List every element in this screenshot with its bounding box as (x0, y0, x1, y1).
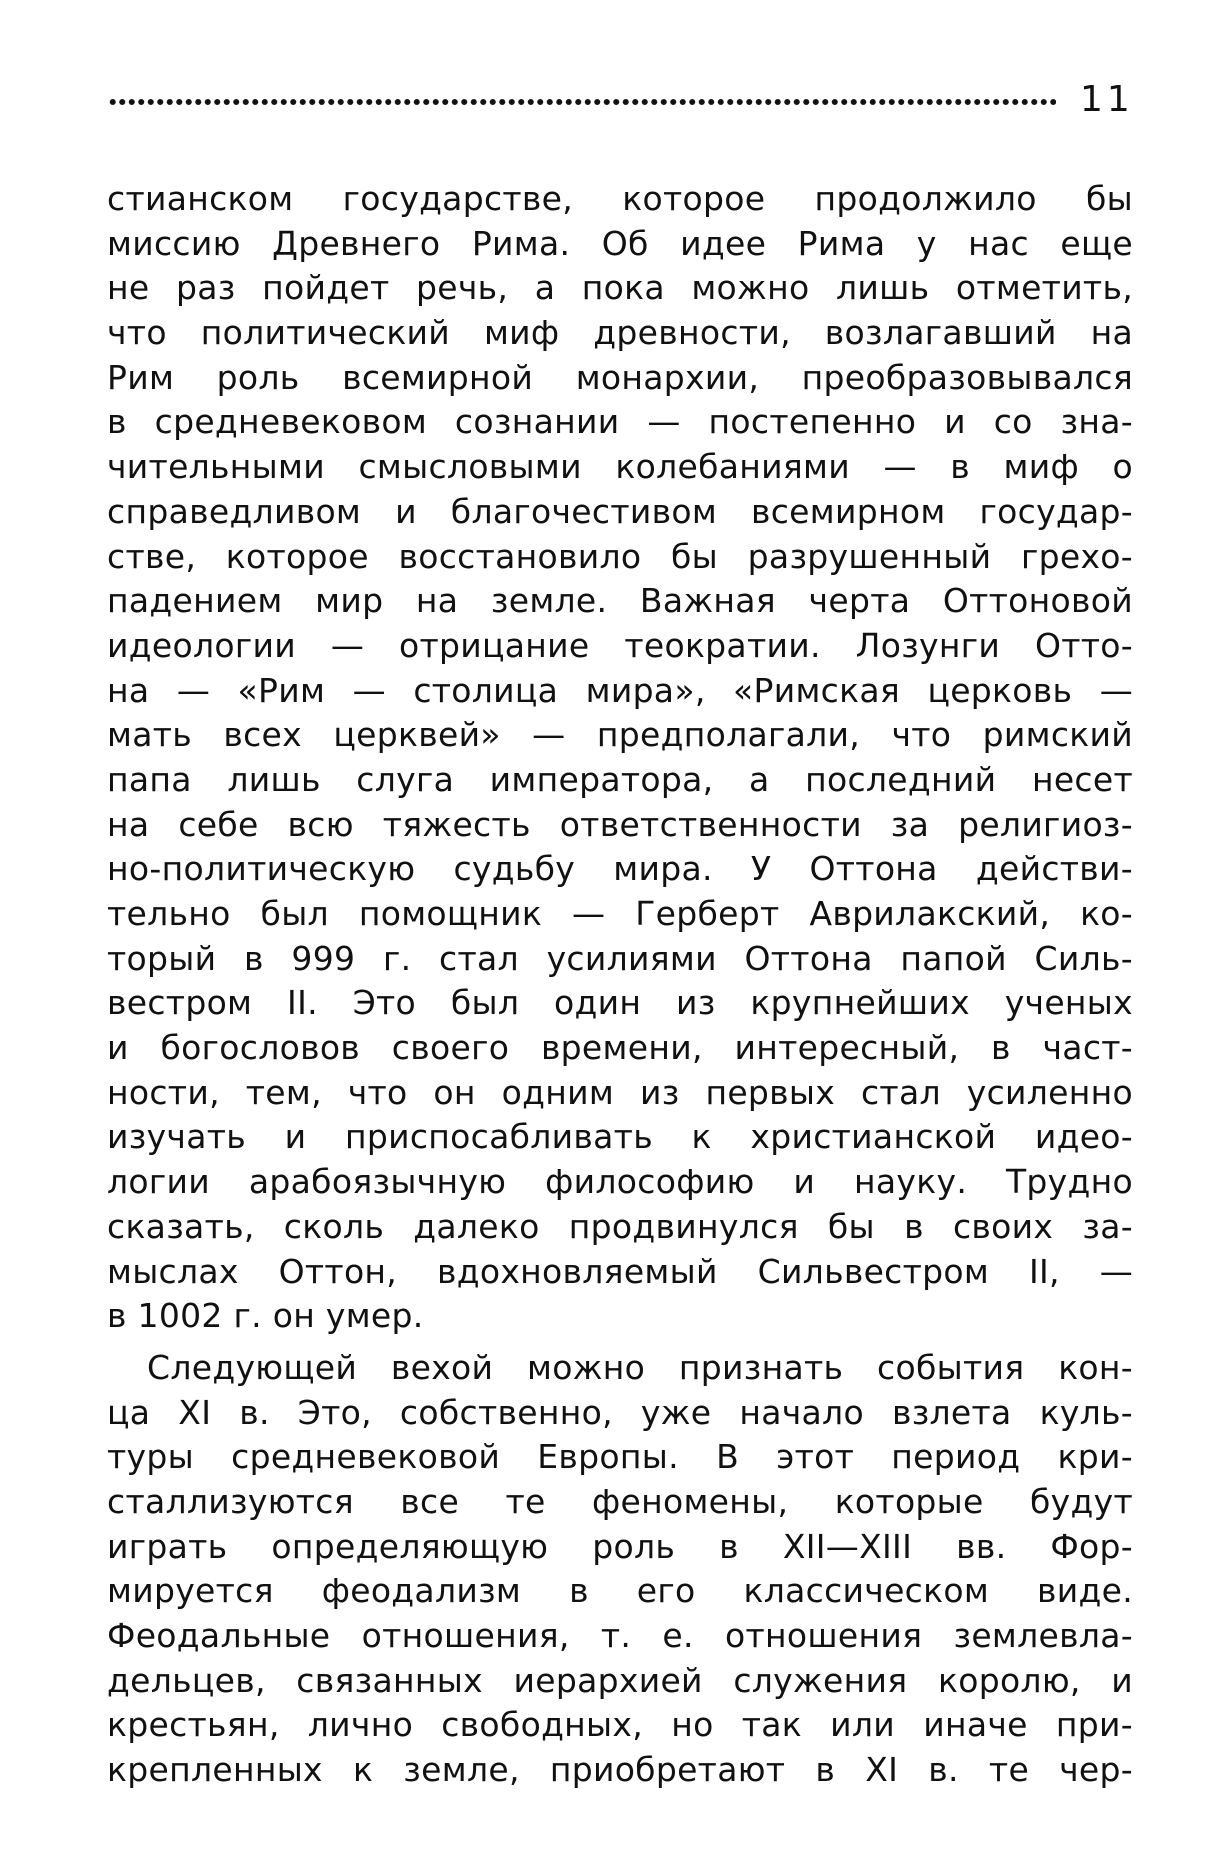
paragraph-2 (107, 1346, 1133, 1793)
text-line: стве, которое восстановило бы разрушенный грехо- (107, 536, 1133, 576)
text-line: что политический миф древности, возлагавший на (107, 313, 1133, 353)
text-line: на — «Рим — столица мира», «Римская церковь — (107, 670, 1133, 710)
text-line: в 1002 г. он умер. (107, 1296, 424, 1336)
paragraph-1 (107, 177, 1133, 1339)
text-line: играть определяющую роль в XII—XIII вв. Фор- (107, 1526, 1133, 1566)
text-line: тельно был помощник — Герберт Аврилакский, ко- (107, 894, 1133, 933)
text-line: чительными смысловыми колебаниями — в миф о (107, 447, 1133, 487)
text-line: вестром II. Это был один из крупнейших ученых (107, 983, 1133, 1023)
text-line: на себе всю тяжесть ответственности за религиоз- (107, 804, 1133, 844)
paragraph-spacing (107, 1339, 1133, 1346)
text-line: Рим роль всемирной монархии, преобразовывался (107, 357, 1133, 397)
text-line: ности, тем, что он одним из первых стал усиленно (107, 1072, 1133, 1112)
text-line: Следующей вехой можно признать события кон- (147, 1347, 1133, 1387)
text-line: в средневековом сознании — постепенно и со зна- (107, 402, 1133, 442)
text-line: Феодальные отношения, т. е. отношения землевла- (107, 1616, 1133, 1655)
text-line: крестьян, лично свободных, но так или иначе при- (107, 1705, 1133, 1745)
text-line: логии арабоязычную философию и науку. Трудно (107, 1162, 1133, 1202)
text-line: папа лишь слуга императора, а последний несет (107, 759, 1133, 799)
text-line: не раз пойдет речь, а пока можно лишь отметить, (107, 268, 1133, 308)
text-line: дельцев, связанных иерархией служения королю, и (107, 1660, 1133, 1700)
text-line: и богословов своего времени, интересный, в част- (107, 1028, 1133, 1068)
text-line: но-политическую судьбу мира. У Оттона действи- (107, 849, 1133, 889)
text-line: сказать, сколь далеко продвинулся бы в своих за- (107, 1206, 1133, 1246)
text-line: падением мир на земле. Важная черта Оттоновой (107, 581, 1133, 621)
text-line: мать всех церквей» — предполагали, что римский (107, 715, 1133, 755)
text-line: сталлизуются все те феномены, которые будут (107, 1481, 1133, 1521)
text-line: мируется феодализм в его классическом виде. (107, 1571, 1133, 1611)
text-line: торый в 999 г. стал усилиями Оттона папой Силь- (107, 938, 1133, 978)
text-line: крепленных к земле, приобретают в XI в. те чер- (107, 1750, 1133, 1790)
text-line: туры средневековой Европы. В этот период кри- (107, 1437, 1133, 1477)
body-text (107, 177, 1133, 1793)
header-ornament-rule (108, 94, 1056, 110)
text-line: мыслах Оттон, вдохновляемый Сильвестром II, — (107, 1251, 1133, 1291)
text-line: стианском государстве, которое продолжило бы (107, 179, 1133, 218)
text-line: изучать и приспосабливать к христианской идео- (107, 1117, 1133, 1157)
text-line: идеологии — отрицание теократии. Лозунги Отто- (107, 625, 1133, 665)
text-line: справедливом и благочестивом всемирном государ- (107, 491, 1133, 531)
text-line: ца XI в. Это, собственно, уже начало взлета куль- (107, 1392, 1133, 1432)
text-line: миссию Древнего Рима. Об идее Рима у нас еще (107, 223, 1133, 263)
page-number: 11 (1080, 79, 1134, 120)
